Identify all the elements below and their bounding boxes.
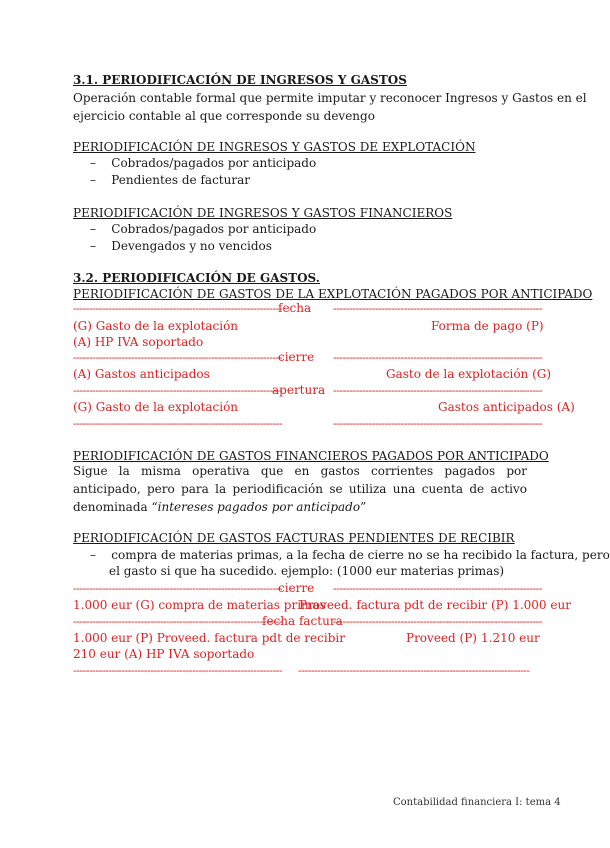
journal-separator: ----------------------------------------------------------------- bbox=[73, 302, 283, 315]
journal-separator: ----------------------------------------------------------------- bbox=[73, 417, 283, 430]
page-footer: Contabilidad financiera I: tema 4 bbox=[393, 797, 561, 808]
journal-debit-entry: 1.000 eur (G) compra de materias primas bbox=[73, 598, 326, 612]
section-3-1-description-line1: Operación contable formal que permite imputar y reconocer Ingresos y Gastos en el bbox=[73, 91, 587, 105]
list-item-continuation: el gasto si que ha sucedido. ejemplo: (1000 eur materias primas) bbox=[109, 564, 505, 578]
journal-credit-amount: 1.210 eur bbox=[481, 631, 540, 645]
journal-separator: ------------------------------------------------------------------------ bbox=[298, 664, 530, 677]
journal-separator: ----------------------------------------------------------------- bbox=[73, 384, 283, 397]
journal-separator: ----------------------------------------------------------------- bbox=[333, 615, 543, 628]
journal-separator: ----------------------------------------------------------------- bbox=[333, 384, 543, 397]
facturas-pendientes-heading: PERIODIFICACIÓN DE GASTOS FACTURAS PENDIENTES DE RECIBIR bbox=[73, 531, 515, 545]
journal-debit-entry: (A) Gastos anticipados bbox=[73, 367, 210, 381]
journal-separator: ----------------------------------------------------------------- bbox=[333, 302, 543, 315]
journal-debit-entry: (A) HP IVA soportado bbox=[73, 335, 204, 349]
list-item: – compra de materias primas, a la fecha de cierre no se ha recibido la factura, pero bbox=[90, 548, 610, 562]
journal-separator: ----------------------------------------------------------------- bbox=[73, 582, 283, 595]
list-item: – Cobrados/pagados por anticipado bbox=[90, 156, 317, 170]
journal-date-label: cierre bbox=[278, 350, 315, 364]
journal-credit-entry: Gasto de la explotación (G) bbox=[386, 367, 552, 381]
section-3-1-title: 3.1. PERIODIFICACIÓN DE INGRESOS Y GASTOS bbox=[73, 73, 407, 87]
journal-credit-entry: Proveed. factura pdt de recibir (P) 1.000 eur bbox=[299, 598, 571, 612]
journal-credit-entry: Gastos anticipados (A) bbox=[438, 400, 575, 414]
journal-debit-entry: (G) Gasto de la explotación bbox=[73, 319, 239, 333]
gastos-financieros-heading: PERIODIFICACIÓN DE GASTOS FINANCIEROS PAGADOS POR ANTICIPADO bbox=[73, 449, 549, 463]
journal-debit-entry: 1.000 eur (P) Proveed. factura pdt de recibir bbox=[73, 631, 345, 645]
section-3-1-description-line2: ejercicio contable al que corresponde su devengo bbox=[73, 109, 375, 123]
journal-separator: ----------------------------------------------------------------- bbox=[333, 582, 543, 595]
gastos-financieros-paragraph: Sigue la misma operativa que en gastos corrientes pagados por anticipado, pero para la periodificación se utiliza una cuenta de activo denominada “intereses pagados por anticipado” bbox=[73, 464, 527, 514]
journal-credit-entry: Proveed (P) bbox=[406, 631, 477, 645]
journal-separator: ----------------------------------------------------------------- bbox=[333, 417, 543, 430]
journal-date-label: fecha factura bbox=[262, 614, 343, 628]
gastos-explotacion-heading: PERIODIFICACIÓN DE GASTOS DE LA EXPLOTACIÓN PAGADOS POR ANTICIPADO bbox=[73, 287, 593, 301]
list-item: – Pendientes de facturar bbox=[90, 173, 250, 187]
list-item: – Devengados y no vencidos bbox=[90, 239, 272, 253]
journal-separator: ----------------------------------------------------------------- bbox=[333, 351, 543, 364]
financieros-heading: PERIODIFICACIÓN DE INGRESOS Y GASTOS FINANCIEROS bbox=[73, 206, 453, 220]
explotacion-heading: PERIODIFICACIÓN DE INGRESOS Y GASTOS DE EXPLOTACIÓN bbox=[73, 140, 476, 154]
journal-date-label: cierre bbox=[278, 581, 315, 595]
list-item: – Cobrados/pagados por anticipado bbox=[90, 222, 317, 236]
journal-separator: ----------------------------------------------------------------- bbox=[73, 615, 283, 628]
journal-debit-entry: 210 eur (A) HP IVA soportado bbox=[73, 647, 255, 661]
journal-credit-entry: Forma de pago (P) bbox=[431, 319, 544, 333]
journal-separator: ----------------------------------------------------------------- bbox=[73, 351, 283, 364]
journal-date-label: apertura bbox=[272, 383, 326, 397]
journal-date-label: fecha bbox=[278, 301, 312, 315]
journal-separator: ----------------------------------------------------------------- bbox=[73, 664, 283, 677]
section-3-2-title: 3.2. PERIODIFICACIÓN DE GASTOS. bbox=[73, 271, 320, 285]
journal-debit-entry: (G) Gasto de la explotación bbox=[73, 400, 239, 414]
